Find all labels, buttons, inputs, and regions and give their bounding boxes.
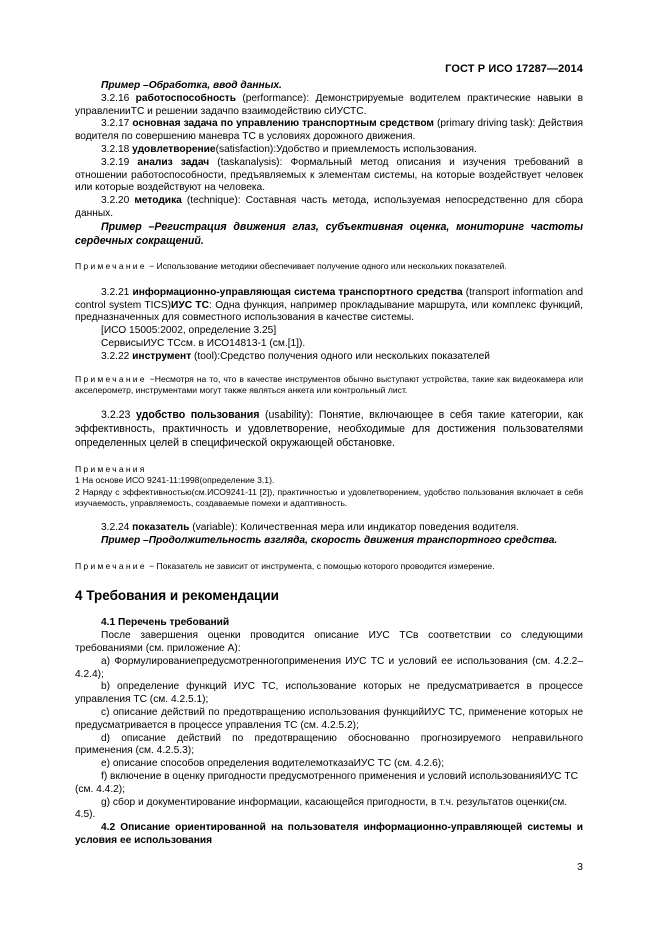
definition-3-2-16: 3.2.16 работоспособность (performance): Демонстрируемые водителем практические навыки в управленииТС и решении задачпо взаимодействию сИУСТС. bbox=[75, 92, 583, 117]
definition-3-2-19: 3.2.19 анализ задач (taskanalysis): Формальный метод описания и изучения требований в отношении работоспособности, предъявляемых к элементам системы, на которые воздействует человек или которые воздействуют на человека. bbox=[75, 156, 583, 194]
note: Примечание −Несмотря на то, что в качестве инструментов обычно выступают устройства, такие как видеокамера или акселерометр, инструментами могут также являться анкета или контрольный лист. bbox=[75, 373, 583, 395]
reference: [ИСО 15005:2002, определение 3.25] bbox=[101, 325, 277, 337]
list-item: c) описание действий по предотвращению использования функцийИУС ТС, применение которых не предусматривается в процессе управления ТС (см. 4.2.5.2); bbox=[75, 706, 583, 731]
example-text: Пример –Продолжительность взгляда, скорость движения транспортного средства. bbox=[101, 535, 558, 547]
document-code: ГОСТ Р ИСО 17287—2014 bbox=[445, 63, 583, 75]
definition-3-2-20: 3.2.20 методика (technique): Составная часть метода, используемая непосредственно для сбора данных. bbox=[75, 195, 583, 219]
reference: СервисыИУС ТСсм. в ИСО14813-1 (см.[1]). bbox=[101, 337, 306, 349]
list-item: e) описание способов определения водителемотказаИУС ТС (см. 4.2.6); bbox=[101, 758, 445, 770]
paragraph: После завершения оценки проводится описание ИУС ТСв соответствии со следующими требованиями (см. приложение А): bbox=[75, 630, 583, 654]
list-item: f) включение в оценку пригодности предусмотренного применения и условий использованияИУС ТС (см. 4.4.2); bbox=[75, 770, 578, 795]
list-item: b) определение функций ИУС ТС, использование которых не предусматривается в процессе управления ТС (см. 4.2.5.1); bbox=[75, 681, 583, 706]
subsection-heading: 4.2 Описание ориентированной на пользователя информационно-управляющей системы и условия ее использования bbox=[75, 822, 583, 846]
term: удобство пользования bbox=[136, 409, 260, 422]
subsection-heading: 4.1 Перечень требований bbox=[101, 617, 230, 629]
note: Примечание − Использование методики обеспечивает получение одного или нескольких показателей. bbox=[75, 261, 507, 272]
definition-3-2-23: 3.2.23 удобство пользования (usability): Понятие, включающее в себя такие категории, как эффективность, практичность и удовлетворение, необходимые для достижения пользователями определенных целей в специфической окружающей обстановке. bbox=[75, 409, 584, 449]
definition-3-2-22: 3.2.22 инструмент (tool):Средство получения одного или нескольких показателей bbox=[101, 350, 490, 362]
list-item: a) Формулированиепредусмотренногоприменения ИУС ТС и условий ее использования (см. 4.2.2–4.2.4); bbox=[75, 655, 583, 680]
note-item: 1 На основе ИСО 9241-11:1998(определение 3.1). bbox=[75, 475, 275, 486]
page-content bbox=[75, 80, 583, 848]
term: анализ задач bbox=[137, 156, 210, 168]
list-item: d) описание действий по предотвращению обоснованно прогнозируемого неправильного применения (см. 4.2.5.3); bbox=[75, 732, 583, 757]
term: инструмент bbox=[132, 350, 192, 362]
list-item: g) сбор и документирование информации, касающейся пригодности, в т.ч. результатов оценки(см. 4.5). bbox=[75, 796, 568, 821]
notes-heading: Примечания bbox=[75, 463, 147, 474]
definition-3-2-18: 3.2.18 удовлетворение(satisfaction):Удобство и приемлемость использования. bbox=[101, 143, 477, 155]
term: информационно-управляющая система транспортного средства bbox=[132, 286, 463, 298]
definition-3-2-24: 3.2.24 показатель (variable): Количественная мера или индикатор поведения водителя. bbox=[101, 522, 519, 534]
note: Примечание − Показатель не зависит от инструмента, с помощью которого проводится измерение. bbox=[75, 560, 495, 571]
term: удовлетворение bbox=[132, 143, 216, 155]
section-heading: 4 Требования и рекомендации bbox=[75, 588, 279, 604]
note-item: 2 Наряду с эффективностью(см.ИСО9241-11 [2]), практичностью и удовлетворением, удобство пользования включает в себя изучаемость, управляемость, создаваемые помехи и адаптивность. bbox=[75, 486, 583, 508]
term: методика bbox=[134, 195, 182, 207]
definition-3-2-21: 3.2.21 информационно-управляющая система транспортного средства (transport information and control system TICS)ИУС ТС: Одна функция, например прокладывание маршрута, или комплекс функций, предназначенных для совместного использования в качестве системы. bbox=[75, 286, 583, 324]
definition-3-2-17: 3.2.17 основная задача по управлению транспортным средством (primary driving task): Действия водителя по совершению маневра ТС в условиях дорожного движения. bbox=[75, 118, 584, 143]
term: показатель bbox=[132, 522, 190, 534]
term: основная задача по управлению транспортным средством bbox=[132, 118, 434, 130]
term: работоспособность bbox=[135, 92, 236, 104]
example-text: Пример –Регистрация движения глаз, субъективная оценка, мониторинг частоты сердечных сокращений. bbox=[75, 220, 583, 247]
example-text: Пример –Обработка, ввод данных. bbox=[101, 80, 282, 91]
page-number: 3 bbox=[577, 861, 583, 873]
abbreviation: ИУС ТС bbox=[171, 299, 210, 311]
